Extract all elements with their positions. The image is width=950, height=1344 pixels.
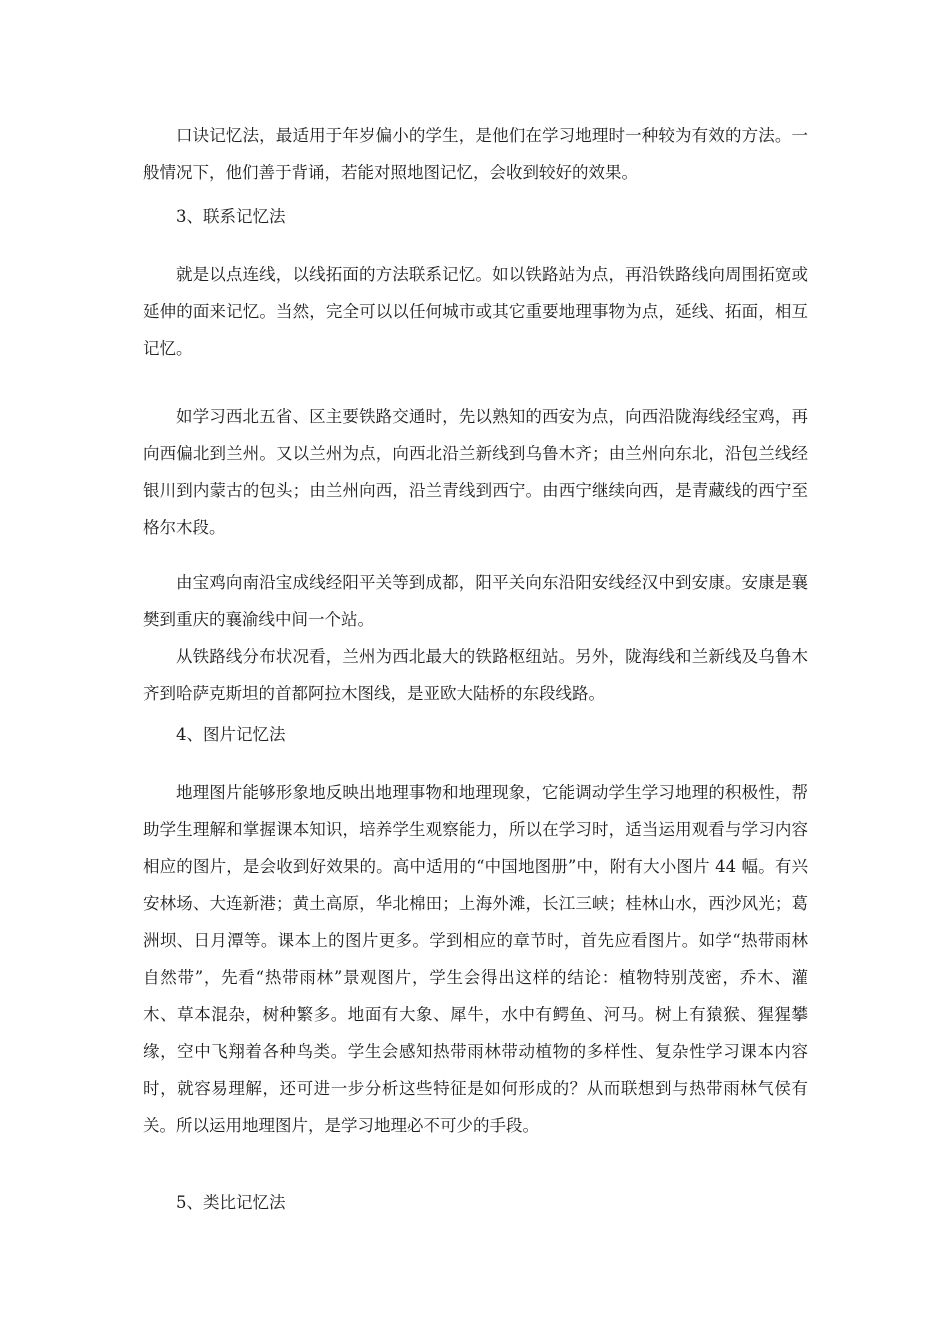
heading-association-memory: 3、联系记忆法 — [176, 207, 286, 226]
paragraph-geography-pictures: 地理图片能够形象地反映出地理事物和地理现象，它能调动学生学习地理的积极性，帮助学生理解和掌握课本知识，培养学生观察能力，所以在学习时，适当运用观看与学习内容相应的图片，是会收到好效果的。高中适用的“中国地图册”中，附有大小图片 44 幅。有兴安林场、大连新港；黄土高原，华北棉田；上海外滩，长江三峡；桂林山水，西沙风光；葛洲坝、日月潭等。课本上的图片更多。学到相应的章节时，首先应看图片。如学“热带雨林自然带”，先看“热带雨林”景观图片，学生会得出这样的结论：植物特别茂密，乔木、灌木、草本混杂，树种繁多。地面有大象、犀牛，水中有鳄鱼、河马。树上有猿猴、猩猩攀缘，空中飞翔着各种鸟类。学生会感知热带雨林带动植物的多样性、复杂性学习课本内容时，就容易理解，还可进一步分析这些特征是如何形成的？从而联想到与热带雨林气侯有关。所以运用地理图片，是学习地理必不可少的手段。 — [143, 783, 808, 1135]
heading-analogy-memory: 5、类比记忆法 — [176, 1193, 286, 1212]
paragraph-point-line-method: 就是以点连线，以线拓面的方法联系记忆。如以铁路站为点，再沿铁路线向周围拓宽或延伸的面来记忆。当然，完全可以以任何城市或其它重要地理事物为点，延线、拓面，相互记忆。 — [143, 265, 808, 358]
paragraph-lanzhou-hub: 从铁路线分布状况看，兰州为西北最大的铁路枢纽站。另外，陇海线和兰新线及乌鲁木齐到哈萨克斯坦的首都阿拉木图线，是亚欧大陆桥的东段线路。 — [143, 647, 808, 703]
paragraph-baoji-south: 由宝鸡向南沿宝成线经阳平关等到成都，阳平关向东沿阳安线经汉中到安康。安康是襄樊到重庆的襄渝线中间一个站。 — [143, 573, 808, 629]
paragraph-northwest-railways: 如学习西北五省、区主要铁路交通时，先以熟知的西安为点，向西沿陇海线经宝鸡，再向西偏北到兰州。又以兰州为点，向西北沿兰新线到乌鲁木齐；由兰州向东北，沿包兰线经银川到内蒙古的包头；由兰州向西，沿兰青线到西宁。由西宁继续向西，是青藏线的西宁至格尔木段。 — [143, 407, 808, 537]
paragraph-oral-mnemonic: 口诀记忆法，最适用于年岁偏小的学生，是他们在学习地理时一种较为有效的方法。一般情况下，他们善于背诵，若能对照地图记忆，会收到较好的效果。 — [143, 126, 808, 182]
heading-picture-memory: 4、图片记忆法 — [176, 725, 286, 744]
